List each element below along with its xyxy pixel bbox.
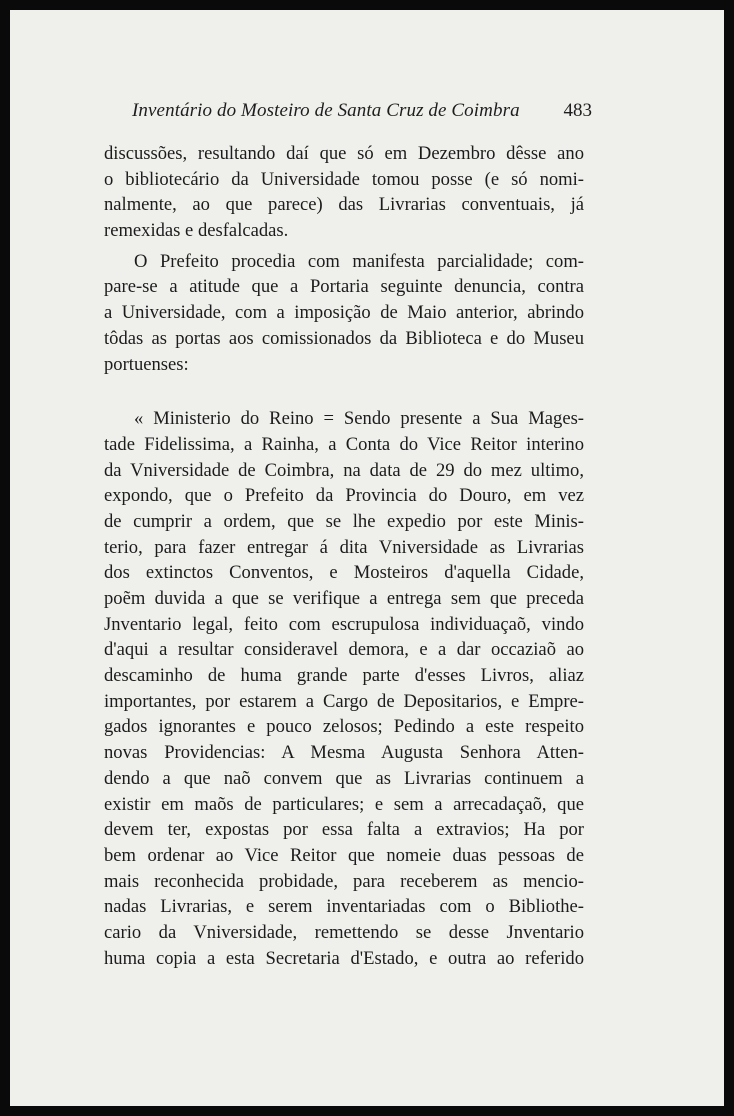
text-line: nadas Livrarias, e serem inventariadas com o Bibliothe- — [104, 896, 584, 918]
text-line: portuenses: — [104, 353, 189, 375]
text-line: bem ordenar ao Vice Reitor que nomeie duas pessoas de — [104, 844, 584, 866]
text-line: descaminho de huma grande parte d'esses Livros, aliaz — [104, 665, 584, 687]
text-line: gados ignorantes e pouco zelosos; Pedindo a este respeito — [104, 716, 584, 738]
text-line: dendo a que naõ convem que as Livrarias continuem a — [104, 767, 584, 789]
text-line: existir em maõs de particulares; e sem a arrecadaçaõ, que — [104, 793, 584, 815]
text-line: tade Fidelissima, a Rainha, a Conta do Vice Reitor interino — [104, 433, 584, 455]
text-line: de cumprir a ordem, que se lhe expedio por este Minis- — [104, 510, 584, 532]
text-line: huma copia a esta Secretaria d'Estado, e outra ao referido — [104, 947, 584, 969]
text-line: da Vniversidade de Coimbra, na data de 29 do mez ultimo, — [104, 459, 584, 481]
text-line: dos extinctos Conventos, e Mosteiros d'aquella Cidade, — [104, 562, 584, 584]
text-line: nalmente, ao que parece) das Livrarias conventuais, já — [104, 194, 584, 216]
text-line: devem ter, expostas por essa falta a extravios; Ha por — [104, 819, 584, 841]
page-number: 483 — [563, 100, 592, 121]
text-line: expondo, que o Prefeito da Provincia do Douro, em vez — [104, 485, 584, 507]
text-line: discussões, resultando daí que só em Dezembro dêsse ano — [104, 143, 584, 164]
text-line: o bibliotecário da Universidade tomou posse (e só nomi- — [104, 168, 584, 190]
text-line: tôdas as portas aos comissionados da Biblioteca e do Museu — [104, 327, 584, 349]
text-line: novas Providencias: A Mesma Augusta Senhora Atten- — [104, 742, 584, 764]
header-title: Inventário do Mosteiro de Santa Cruz de Coimbra — [132, 100, 520, 121]
text-line: importantes, por estarem a Cargo de Depositarios, e Empre- — [104, 690, 584, 712]
text-line: « Ministerio do Reino = Sendo presente a Sua Mages- — [134, 408, 584, 430]
text-line: mais reconhecida probidade, para receberem as mencio- — [104, 870, 584, 892]
text-line: d'aqui a resultar consideravel demora, e a dar occaziaõ ao — [104, 639, 584, 661]
text-line: Jnventario legal, feito com escrupulosa individuaçaõ, vindo — [104, 613, 584, 635]
running-header — [122, 90, 592, 130]
page-body — [104, 141, 584, 971]
text-line: poẽm duvida a que se verifique a entrega sem que preceda — [104, 588, 584, 609]
text-line: a Universidade, com a imposição de Maio anterior, abrindo — [104, 302, 584, 324]
text-line: remexidas e desfalcadas. — [104, 220, 289, 242]
text-line: O Prefeito procedia com manifesta parcialidade; com- — [134, 250, 584, 272]
book-page — [10, 10, 724, 1106]
text-line: cario da Vniversidade, remettendo se desse Jnventario — [104, 921, 584, 943]
paragraph-gap — [104, 377, 584, 406]
text-line: pare-se a atitude que a Portaria seguinte denuncia, contra — [104, 276, 584, 298]
text-line: terio, para fazer entregar á dita Vniversidade as Livrarias — [104, 536, 584, 558]
